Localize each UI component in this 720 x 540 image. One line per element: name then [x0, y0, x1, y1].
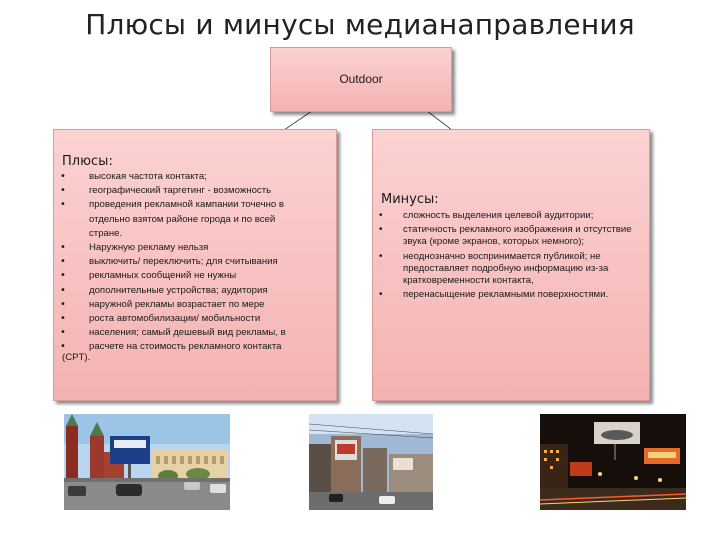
pros-heading: Плюсы:: [62, 154, 113, 169]
cons-item: [379, 224, 644, 248]
pros-line: роста автомобилизации/ мобильности: [89, 313, 261, 325]
bullet: •: [60, 327, 66, 339]
pros-line: населения; самый дешевый вид рекламы, в: [89, 327, 286, 339]
bullet: •: [60, 270, 66, 282]
bullet: •: [60, 171, 66, 182]
cons-item-text: неоднозначно воспринимается публикой; не предоставляет подробную информацию из-за кратковременности контакта,: [403, 250, 609, 287]
bullet: •: [60, 284, 66, 296]
bullet: •: [379, 210, 383, 221]
pros-line: проведения рекламной кампании точечно в: [89, 199, 284, 211]
pros-line: рекламных сообщений не нужны: [89, 270, 237, 282]
cons-item: [379, 210, 644, 222]
photo-red-square-billboard: [64, 414, 230, 510]
pros-line: Наружную рекламу нельзя: [89, 242, 209, 254]
pros-bullets: [60, 170, 66, 355]
pros-line: выключить/ переключить; для считывания: [89, 256, 278, 268]
cons-heading: Минусы:: [381, 192, 439, 207]
cons-item-text: перенасыщение рекламными поверхностями.: [403, 289, 609, 301]
cons-item-text: статичность рекламного изображения и отсутствие звука (кроме экранов, которых немного);: [403, 224, 632, 248]
pros-tail: (CPT).: [62, 352, 91, 363]
bullet: •: [60, 256, 66, 268]
photo-night-billboards: [540, 414, 686, 510]
bullet: •: [379, 224, 383, 236]
bullet: •: [60, 185, 66, 197]
cons-item: [379, 289, 644, 301]
bullet: •: [60, 298, 66, 310]
bullet: •: [60, 313, 66, 325]
outdoor-label: Outdoor: [339, 72, 383, 86]
cons-item-text: сложность выделения целевой аудитории;: [403, 210, 594, 221]
bullet: •: [379, 250, 383, 262]
pros-line: расчете на стоимость рекламного контакта: [89, 341, 282, 353]
outdoor-box: [270, 47, 452, 112]
cons-list: [379, 210, 644, 303]
bullet: •: [379, 289, 383, 301]
cons-box: [372, 129, 650, 401]
pros-line: отдельно взятом районе города и по всей: [89, 213, 276, 225]
pros-line: стране.: [89, 227, 123, 239]
pros-line: наружной рекламы возрастает по мере: [89, 298, 265, 310]
pros-list: [89, 170, 329, 355]
bullet: •: [60, 242, 66, 254]
pros-box: [53, 129, 337, 401]
pros-line: дополнительные устройства; аудитория: [89, 284, 268, 296]
cons-item: [379, 251, 644, 288]
bullet: •: [60, 341, 66, 353]
photo-city-street-billboards: [309, 414, 433, 510]
pros-line: географический таргетинг - возможность: [89, 185, 272, 197]
pros-line: высокая частота контакта;: [89, 171, 207, 182]
bullet: •: [60, 199, 66, 211]
page-title: Плюсы и минусы медианаправления: [85, 8, 635, 41]
